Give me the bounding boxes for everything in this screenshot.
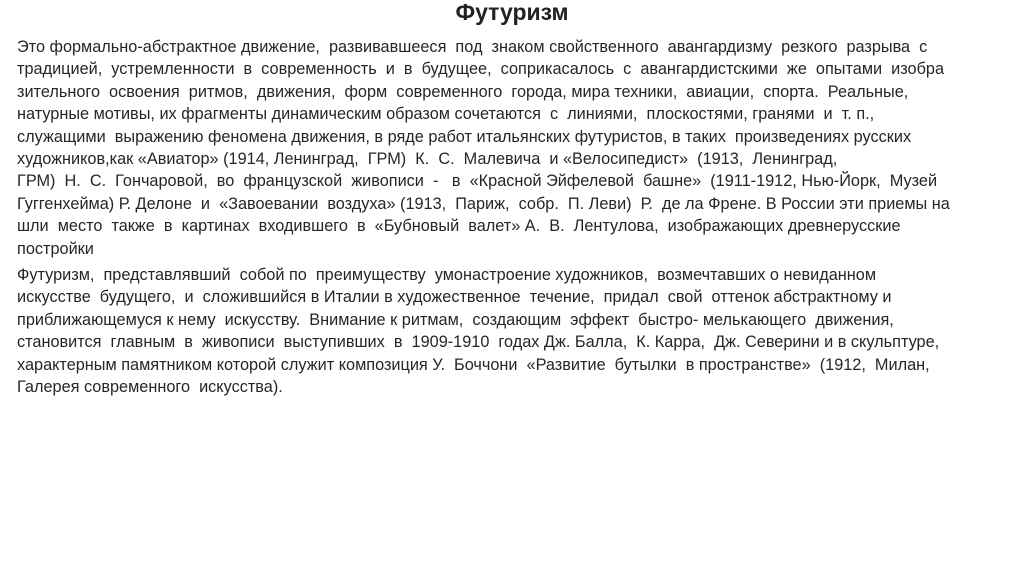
text-line: становится главным в живописи выступивших в 1909-1910 годах Дж. Балла, К. Карра, Дж. Северини и в скульптуре, (17, 333, 940, 352)
text-line: приближающемуся к нему искусству. Внимание к ритмам, создающим эффект быстро- мелькающего движения, (17, 310, 894, 329)
text-line: Галерея современного искусства). (17, 378, 283, 397)
text-line: Это формально-абстрактное движение, развивавшееся под знаком свойственного авангардизму резкого разрыва с (17, 38, 928, 56)
slide-body (17, 36, 1017, 399)
text-line: традицией, устремленности в современность и в будущее, соприкасалось с авангардистскими же опытами изобра (17, 60, 945, 79)
paragraph-1 (17, 36, 1017, 260)
text-line: зительного освоения ритмов, движения, форм современного города, мира техники, авиации, спорта. Реальные, (17, 82, 909, 101)
text-line: ГРМ) Н. С. Гончаровой, во французской живописи - в «Красной Эйфелевой башне» (1911-1912, Нью-Йорк, Музей (17, 172, 938, 191)
text-line: искусстве будущего, и сложившийся в Италии в художественное течение, придал свой оттенок абстрактному и (17, 288, 892, 307)
text-line: служащими выражению феномена движения, в ряде работ итальянских футуристов, в таких произведениях русских (17, 127, 912, 146)
text-line: Гуггенхейма) Р. Делоне и «Завоевании воздуха» (1913, Париж, собр. П. Леви) Р. де ла Френе. В России эти приемы на (17, 194, 950, 213)
text-line: постройки (17, 239, 94, 258)
paragraph-2 (17, 264, 1017, 398)
text-line: шли место также в картинах входившего в «Бубновый валет» А. В. Лентулова, изображающих древнерусские (17, 217, 901, 236)
text-line: Футуризм, представлявший собой по преимуществу умонастроение художников, возмечтавших о невиданном (17, 266, 877, 285)
text-line: художников,как «Авиатор» (1914, Ленинград, ГРМ) К. С. Малевича и «Велосипедист» (1913, Ленинград, (17, 150, 838, 169)
text-line: характерным памятником которой служит композиция У. Боччони «Развитие бутылки в пространстве» (1912, Милан, (17, 355, 930, 374)
text-line: натурные мотивы, их фрагменты динамическим образом сочетаются с линиями, плоскостями, гранями и т. п., (17, 105, 875, 124)
slide-title: Футуризм (455, 0, 569, 25)
